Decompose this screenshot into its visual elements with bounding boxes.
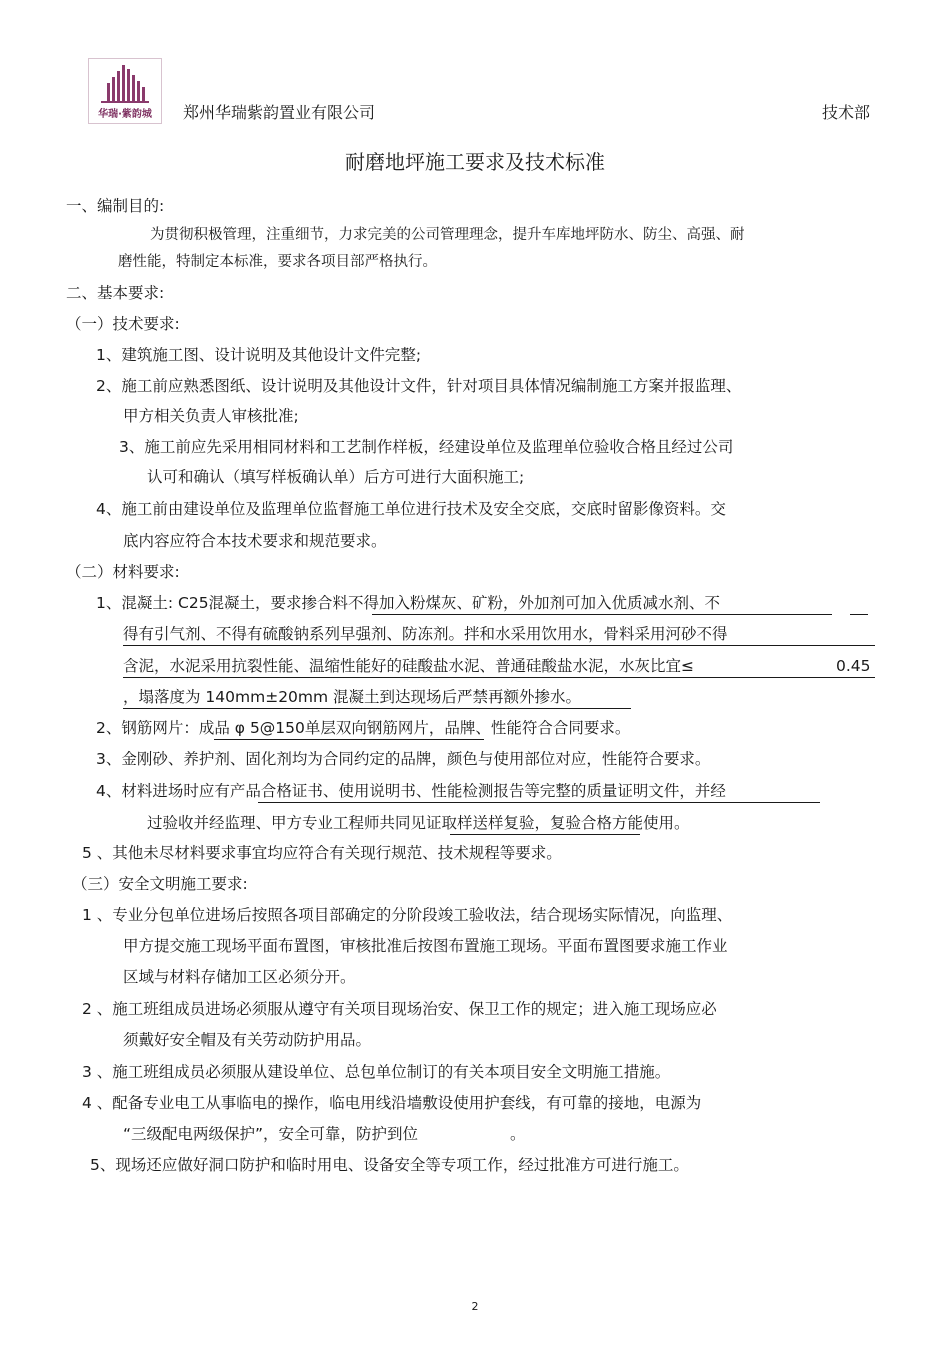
list-item: 4 、配备专业电工从事临电的操作，临电用线沿墙敷设使用护套线，有可靠的接地，电源为 bbox=[82, 1094, 702, 1112]
paragraph-line: 磨性能，特制定本标准，要求各项目部严格执行。 bbox=[118, 254, 437, 270]
document-title: 耐磨地坪施工要求及技术标准 bbox=[345, 150, 605, 174]
subsection-heading: （一）技术要求: bbox=[66, 315, 180, 333]
list-item-continuation: 甲方相关负责人审核批准; bbox=[123, 407, 299, 425]
list-item: 2 、施工班组成员进场必须服从遵守有关项目现场治安、保卫工作的规定；进入施工现场应必 bbox=[82, 1000, 717, 1018]
company-logo bbox=[88, 58, 162, 124]
list-item-continuation: 认可和确认（填写样板确认单）后方可进行大面积施工; bbox=[147, 468, 525, 486]
department-name: 技术部 bbox=[821, 103, 870, 122]
list-item-continuation: 得有引气剂、不得有硫酸钠系列早强剂、防冻剂。拌和水采用饮用水，骨料采用河砂不得 bbox=[123, 625, 728, 643]
underline bbox=[258, 802, 820, 803]
list-item: 2、钢筋网片：成品 φ 5@150单层双向钢筋网片，品牌、性能符合合同要求。 bbox=[96, 719, 631, 737]
underline bbox=[214, 739, 484, 740]
logo-text: 华瑞·紫韵城 bbox=[98, 109, 152, 120]
list-item: 1 、专业分包单位进场后按照各项目部确定的分阶段竣工验收法，结合现场实际情况，向监理、 bbox=[82, 906, 733, 924]
list-item-continuation: 须戴好安全帽及有关劳动防护用品。 bbox=[123, 1031, 372, 1049]
list-item-continuation: “三级配电两级保护”，安全可靠，防护到位 bbox=[123, 1125, 419, 1143]
section-heading: 一、编制目的: bbox=[66, 197, 165, 215]
subsection-heading: （二）材料要求: bbox=[66, 563, 180, 581]
subsection-heading: （三）安全文明施工要求: bbox=[72, 875, 248, 893]
building-logo-icon bbox=[89, 59, 161, 105]
list-item: 3、施工前应先采用相同材料和工艺制作样板，经建设单位及监理单位验收合格且经过公司 bbox=[119, 438, 734, 456]
underline bbox=[123, 677, 875, 678]
company-name: 郑州华瑞紫韵置业有限公司 bbox=[183, 103, 376, 122]
list-item: 3 、施工班组成员必须服从建设单位、总包单位制订的有关本项目安全文明施工措施。 bbox=[82, 1063, 671, 1081]
list-item: 2、施工前应熟悉图纸、设计说明及其他设计文件，针对项目具体情况编制施工方案并报监理、 bbox=[96, 377, 742, 395]
list-item-continuation: 区域与材料存储加工区必须分开。 bbox=[123, 968, 356, 986]
list-item: 3、金刚砂、养护剂、固化剂均为合同约定的品牌，颜色与使用部位对应，性能符合要求。 bbox=[96, 750, 711, 768]
page-number: 2 bbox=[471, 1300, 479, 1313]
list-item-continuation: 含泥，水泥采用抗裂性能、温缩性能好的硅酸盐水泥、普通硅酸盐水泥，水灰比宜≤ bbox=[123, 657, 694, 675]
list-item: 4、施工前由建设单位及监理单位监督施工单位进行技术及安全交底，交底时留影像资料。交 bbox=[96, 500, 726, 518]
underline bbox=[850, 614, 868, 615]
list-item-continuation: 底内容应符合本技术要求和规范要求。 bbox=[123, 532, 387, 550]
ratio-value: 0.45 bbox=[836, 657, 871, 675]
underline bbox=[372, 614, 832, 615]
underline bbox=[450, 834, 640, 835]
trailing-period: 。 bbox=[510, 1125, 526, 1143]
list-item: 5、现场还应做好洞口防护和临时用电、设备安全等专项工作，经过批准方可进行施工。 bbox=[90, 1156, 689, 1174]
underline bbox=[123, 708, 631, 709]
list-item-continuation: 过验收并经监理、甲方专业工程师共同见证取样送样复验，复验合格方能使用。 bbox=[147, 814, 690, 832]
list-item: 5 、其他未尽材料要求事宜均应符合有关现行规范、技术规程等要求。 bbox=[82, 844, 562, 862]
list-item: 4、材料进场时应有产品合格证书、使用说明书、性能检测报告等完整的质量证明文件，并经 bbox=[96, 782, 726, 800]
list-item-continuation: ，塌落度为 140mm±20mm 混凝土到达现场后严禁再额外掺水。 bbox=[123, 688, 582, 706]
list-item: 1、混凝土: C25混凝土，要求掺合料不得加入粉煤灰、矿粉，外加剂可加入优质减水剂、不 bbox=[96, 594, 721, 612]
paragraph-line: 为贯彻积极管理，注重细节，力求完美的公司管理理念，提升车库地坪防水、防尘、高强、耐 bbox=[150, 227, 745, 243]
list-item-continuation: 甲方提交施工现场平面布置图，审核批准后按图布置施工现场。平面布置图要求施工作业 bbox=[123, 937, 728, 955]
section-heading: 二、基本要求: bbox=[66, 284, 165, 302]
list-item: 1、建筑施工图、设计说明及其他设计文件完整; bbox=[96, 346, 422, 364]
underline bbox=[123, 645, 875, 646]
